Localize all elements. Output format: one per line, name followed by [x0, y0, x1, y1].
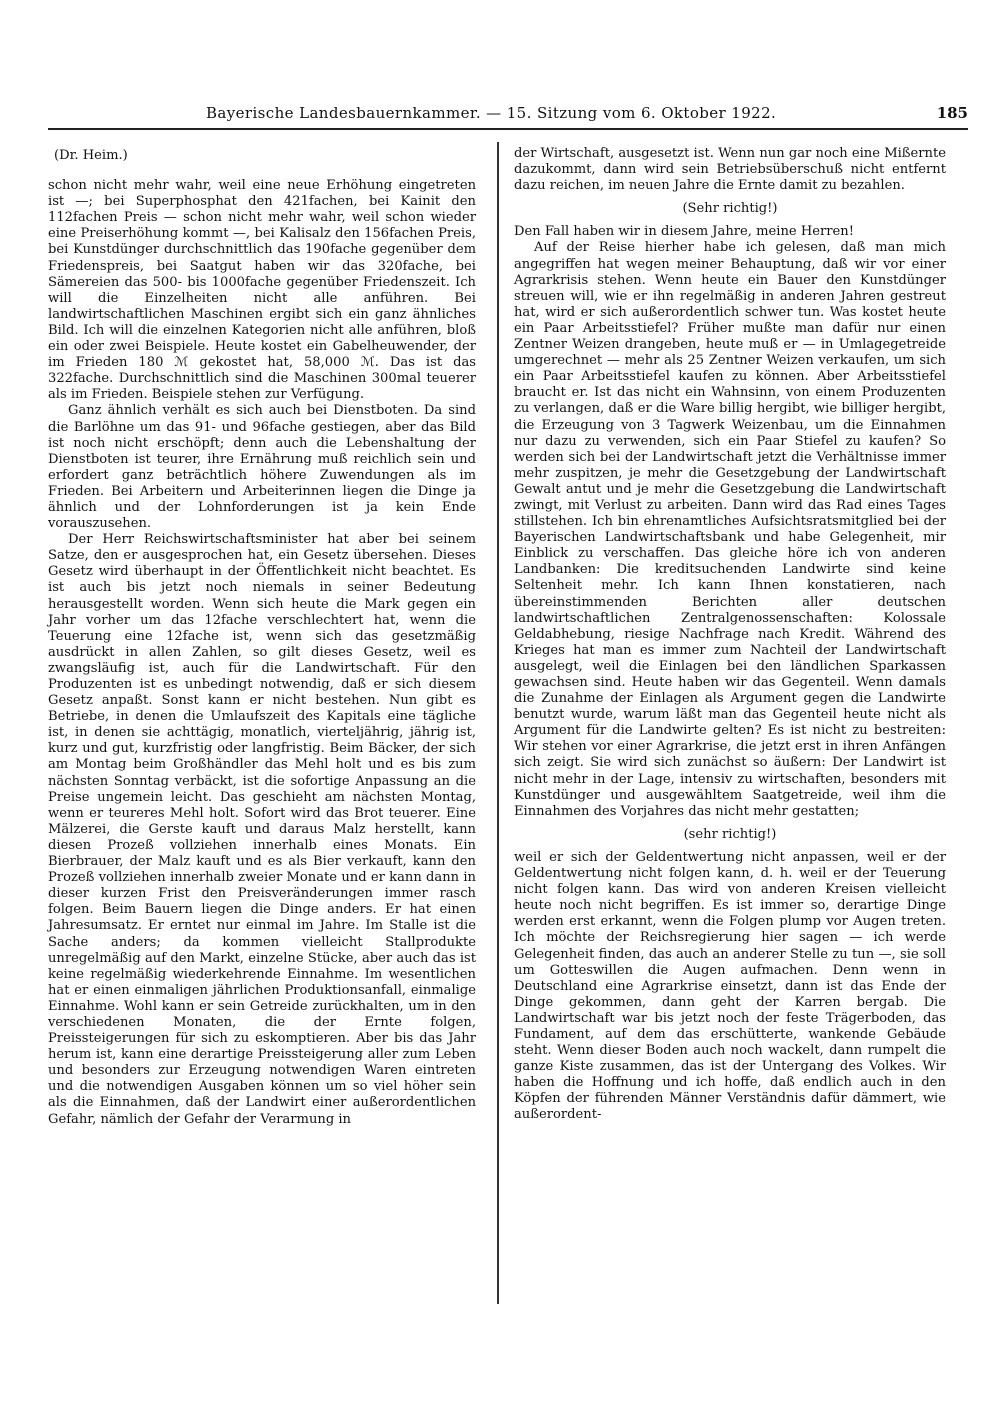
column-divider — [497, 142, 499, 1304]
paragraph: schon nicht mehr wahr, weil eine neue Erhöhung eingetreten ist —; bei Superphosphat den 421fachen, bei Kainit den 112fachen Preis — schon nicht mehr wahr, weil schon wieder eine Preiserhöhung kommt —, bei Kalisalz den 156fachen Preis, bei Kunstdünger durchschnittlich das 190fache gegenüber dem Friedenspreis, bei Saatgut haben wir das 320fache, bei Sämereien das 500- bis 1000fache gegenüber Friedenszeit. Ich will die Einzelheiten nicht alle anführen. Bei landwirtschaftlichen Maschinen ergibt sich ein ganz ähnliches Bild. Ich will die einzelnen Kategorien nicht alle anführen, bloß ein oder zwei Beispiele. Heute kostet ein Gabelheuwender, der im Frieden 180 ℳ gekostet hat, 58,000 ℳ. Das ist das 322fache. Durchschnittlich sind die Maschinen 300mal teuerer als im Frieden. Beispiele stehen zur Verfügung. — [48, 178, 476, 403]
page-number: 185 — [936, 104, 968, 122]
paragraph: Der Herr Reichswirtschaftsminister hat aber bei seinem Satze, den er ausgesprochen hat, ein Gesetz übersehen. Dieses Gesetz wird überhaupt in der Öffentlichkeit nicht beachtet. Es ist auch bis jetzt noch niemals in seiner Bedeutung herausgestellt worden. Wenn sich heute die Mark gegen ein Jahr vorher um das 12fache verschlechtert hat, wenn die Teuerung eine 12fache ist, wenn sich das gesetzmäßig ausdrückt in allen Zahlen, so gilt dieses Gesetz, weil es zwangsläufig ist, auch für die Landwirtschaft. Für den Produzenten ist es unbedingt notwendig, daß er sich diesem Gesetz anpaßt. Sonst kann er nicht bestehen. Nun gibt es Betriebe, in denen die Umlaufszeit des Kapitals eine tägliche ist, in denen sie achttägig, monatlich, vierteljährig, jährig ist, kurz und gut, kurzfristig oder langfristig. Beim Bäcker, der sich am Montag beim Großhändler das Mehl holt und es bis zum nächsten Sonntag verbäckt, ist die sofortige Anpassung an die Preise ungemein leicht. Das geschieht am nächsten Montag, wenn er teureres Mehl holt. Sofort wird das Brot teuerer. Eine Mälzerei, die Gerste kauft und daraus Malz herstellt, kann diesen Prozeß vollziehen innerhalb eines Monats. Ein Bierbrauer, der Malz kauft und es als Bier verkauft, kann den Prozeß vollziehen innerhalb zweier Monate und er kann dann in dieser kurzen Frist den Preisveränderungen immer rasch folgen. Beim Bauern liegen die Dinge anders. Er hat einen Jahresumsatz. Er erntet nur einmal im Jahre. Im Stalle ist die Sache anders; da kommen vielleicht Stallprodukte unregelmäßig auf den Markt, einzelne Stücke, aber auch das ist keine regelmäßig wiederkehrende Einnahme. Im wesentlichen hat er einen einmaligen jährlichen Produktionsanfall, einmalige Einnahme. Wohl kann er sein Getreide zurückhalten, um in den verschiedenen Monaten, die der Ernte folgen, Preissteigerungen für sich zu eskomptieren. Aber bis das Jahr herum ist, kann eine derartige Preissteigerung aller zum Leben und besonders zur Erzeugung notwendigen Waren eintreten und die notwendigen Ausgaben können um so viel höher sein als die Einnahmen, daß der Landwirt einer außerordentlichen Gefahr, nämlich der Gefahr der Verarmung in — [48, 532, 476, 1127]
running-header — [48, 104, 968, 126]
interjection: (sehr richtig!) — [683, 826, 777, 842]
speaker-label: (Dr. Heim.) — [54, 148, 128, 163]
paragraph: Den Fall haben wir in diesem Jahre, meine Herren! — [514, 224, 854, 240]
interjection: (Sehr richtig!) — [682, 201, 778, 217]
paragraph: Ganz ähnlich verhält es sich auch bei Dienstboten. Da sind die Barlöhne um das 91- und 96fache gestiegen, aber das Bild ist noch nicht erschöpft; denn auch die Lebenshaltung der Dienstboten ist teurer, ihre Ernährung muß reichlich sein und erfordert ganz beträchtlich höhere Zuwendungen als im Frieden. Bei Arbeitern und Arbeiterinnen liegen die Dinge ja ähnlich und der Lohnforderungen ist ja kein Ende vorauszusehen. — [48, 403, 476, 532]
right-column — [514, 146, 946, 1124]
header-rule — [48, 128, 968, 130]
paragraph: der Wirtschaft, ausgesetzt ist. Wenn nun gar noch eine Mißernte dazukommt, dann wird sein Betriebsüberschuß nicht entfernt dazu reichen, im neuen Jahre die Ernte damit zu bezahlen. — [514, 146, 946, 194]
paragraph: Auf der Reise hierher habe ich gelesen, daß man mich angegriffen hat wegen meiner Behauptung, daß wir vor einer Agrarkrisis stehen. Wenn heute ein Bauer den Kunstdünger streuen will, wie er ihn regelmäßig in anderen Jahren gestreut hat, wird er sich außerordentlich schwer tun. Was kostet heute ein Paar Arbeitsstiefel? Früher mußte man dafür nur einen Zentner Weizen drangeben, heute muß er — in Umlagegetreide umgerechnet — mehr als 25 Zentner Weizen verkaufen, um sich ein Paar Arbeitsstiefel kaufen zu können. Aber Arbeitsstiefel braucht er. Ist das nicht ein Wahnsinn, von einem Produzenten zu verlangen, daß er die Ware billig hergibt, wie billiger hergibt, die Erzeugung von 3 Tagwerk Weizenbau, um die Einnahmen nur dazu zu verwenden, sich ein Paar Stiefel zu kaufen? So werden sich bei der Landwirtschaft jetzt die Verhältnisse immer mehr zuspitzen, je mehr die Gesetzgebung der Landwirtschaft Gewalt antut und je mehr die Gesetzgebung die Landwirtschaft zwingt, mit Verlust zu arbeiten. Dann wird das Rad eines Tages stillstehen. Ich bin ehrenamtliches Aufsichtsratsmitglied bei der Bayerischen Landwirtschaftsbank und habe Gelegenheit, mir Einblick zu verschaffen. Das gleiche höre ich von anderen Landbanken: Die kreditsuchenden Landwirte sind keine Seltenheit mehr. Ich kann Ihnen konstatieren, nach übereinstimmenden Berichten aller deutschen landwirtschaftlichen Zentralgenossenschaften: Kolossale Geldabhebung, riesige Nachfrage nach Kredit. Während des Krieges hat man es immer zum Nachteil der Landwirtschaft ausgelegt, weil die Einlagen bei den ländlichen Sparkassen gewachsen sind. Heute haben wir das Gegenteil. Wenn damals die Zunahme der Einlagen als Argument gegen die Landwirte benutzt wurde, warum läßt man das Gegenteil heute nicht als Argument für die Landwirte gelten? Es ist nicht zu bestreiten: Wir stehen vor einer Agrarkrise, die jetzt erst in ihren Anfängen sich zeigt. Sie wird sich zunächst so äußern: Der Landwirt ist nicht mehr in der Lage, intensiv zu wirtschaften, besonders mit Kunstdünger und ausgewähltem Saatgetreide, weil ihm die Einnahmen des Vorjahres das nicht mehr gestatten; — [514, 240, 946, 819]
header-title: Bayerische Landesbauernkammer. — 15. Sitzung vom 6. Oktober 1922. — [206, 104, 777, 122]
paragraph: weil er sich der Geldentwertung nicht anpassen, weil er der Geldentwertung nicht folgen kann, d. h. weil er der Teuerung nicht folgen kann. Das wird von anderen Kreisen vielleicht heute noch nicht begriffen. Es ist immer so, derartige Dinge werden erst erkannt, wenn die Folgen plump vor Augen treten. Ich möchte der Reichsregierung hier sagen — ich werde Gelegenheit finden, das auch an anderer Stelle zu tun —, sie soll um Gotteswillen die Augen aufmachen. Denn wenn in Deutschland eine Agrarkrise einsetzt, dann ist das Ende der Dinge gekommen, dann geht der Karren bergab. Die Landwirtschaft war bis jetzt noch der feste Trägerboden, das Fundament, auf dem das erschütterte, wankende Gebäude steht. Wenn dieser Boden auch noch wackelt, dann rumpelt die ganze Kiste zusammen, das ist der Untergang des Volkes. Wir haben die Hoffnung und ich hoffe, daß endlich auch in den Köpfen der führenden Männer Verständnis dafür dämmert, wie außerordent- — [514, 849, 946, 1123]
left-column — [48, 146, 476, 1128]
